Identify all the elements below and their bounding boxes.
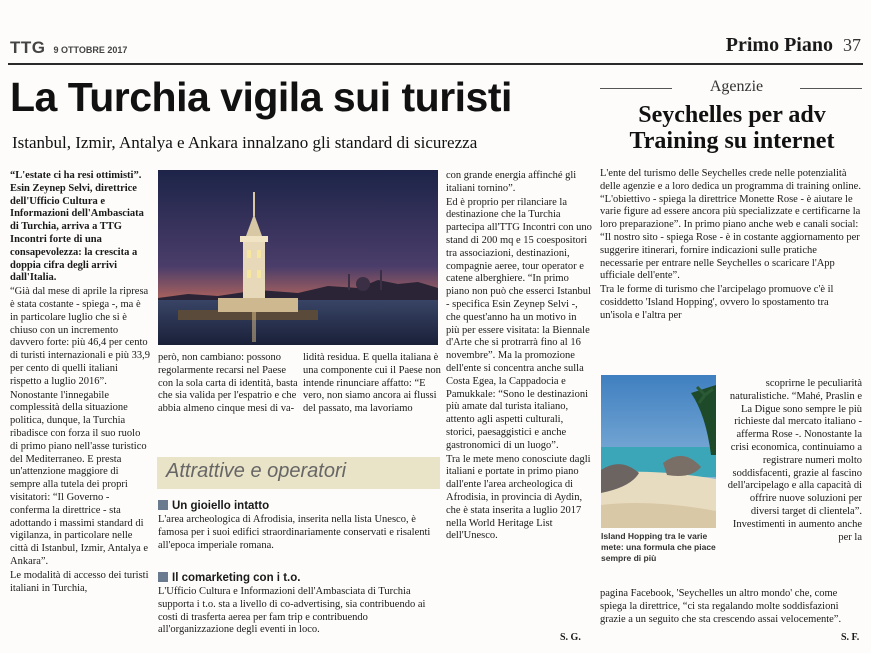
masthead bbox=[10, 38, 127, 58]
page-number: 37 bbox=[843, 35, 861, 55]
article-column-3 bbox=[303, 352, 441, 452]
col1-para: Le modalità di accesso dei turisti italiani in Turchia, bbox=[10, 569, 149, 594]
col2-para: però, non cambiano: possono regolarmente recarsi nel Paese con la sola carta di identità, basta che sia valida per l'espatrio e che abbia almeno cinque mesi di va- bbox=[158, 352, 298, 415]
brand-logo: TTG bbox=[10, 38, 46, 57]
bullet-square-icon bbox=[158, 572, 168, 582]
article-column-4 bbox=[446, 170, 592, 642]
box-item-text: L'Ufficio Cultura e Informazioni dell'Ambasciata di Turchia supporta i t.o. sta a livello di co-advertising, sia contribuendo ai costi di trasferta aerea per fam trip e contribuendo all'organizzazione degli eventi in loco. bbox=[158, 586, 426, 636]
box-item-text: L'area archeologica di Afrodisia, inserita nella lista Unesco, è famosa per i suoi edifici straordinariamente conservati e risalenti all'epoca imperiale romana. bbox=[158, 514, 431, 551]
article-column-2 bbox=[158, 352, 298, 452]
sidebar-signature: S. F. bbox=[841, 632, 860, 643]
col3-para: lidità residua. E quella italiana è una componente cui il Paese non intende rinunciare affatto: “E vero, non siamo ancora ai flussi del passato, ma lavoriamo bbox=[303, 352, 441, 415]
header-rule bbox=[8, 63, 863, 65]
bullet-square-icon bbox=[158, 500, 168, 510]
sidebar-headline bbox=[600, 102, 864, 154]
article-signature: S. G. bbox=[560, 632, 581, 643]
sidebar-para: Tra le forme di turismo che l'arcipelago promuove c'è il cosiddetto 'Island Hopping', ovvero lo spostamento tra un'isola e l'altra per bbox=[600, 284, 834, 321]
article-column-1 bbox=[10, 170, 150, 645]
section-title: Primo Piano bbox=[725, 34, 833, 56]
sidebar-body-top bbox=[600, 168, 862, 364]
box-item-2 bbox=[158, 572, 440, 637]
sidebar-para: scoprirne le peculiarità naturalistiche. “Mahé, Praslin e La Digue sono sempre le più richieste dal mercato italiano - afferma Rose -. Nonostante la crisi economica, continuiamo a registrare numeri molto soddisfacenti, grazie al fascino dell'arcipelago e alla capacità di offrire nuove soluzioni per diversi target di clientela”. Investimenti in aumento anche per la bbox=[727, 378, 862, 543]
sidebar-headline-line: Seychelles per adv bbox=[638, 102, 826, 128]
col4-para: Tra le mete meno conosciute dagli italiani e portate in primo piano dall'ente l'area archeologica di Afrodisia, in provincia di Aydin, che è stata inserita a luglio 2017 nella World Heritage List dell'Unesco. bbox=[446, 453, 591, 542]
article-headline: La Turchia vigila sui turisti bbox=[10, 74, 512, 120]
sidebar-body-bottom bbox=[600, 588, 862, 644]
col1-para: “Già dal mese di aprile la ripresa è stata costante - spiega -, ma è in particolare luglio che si è chiuso con un incremento davvero forte: più 46,4 per cento di turisti internazionali e più 33,9 per cento di quelli italiani rispetto a luglio 2016”. bbox=[10, 286, 150, 387]
photo-caption: Island Hopping tra le varie mete: una formula che piace sempre di più bbox=[601, 531, 716, 563]
col1-para: Nonostante l'innegabile complessità della situazione politica, dunque, la Turchia ribadisce con forza il suo ruolo di primo piano nell'asse turistico del Mediterraneo. E presta un'attenzione maggiore di sempre alla tutela dei propri visitatori: “Il Governo - conferma la direttrice - sta adottando i massimi standard di vigilanza, in particolare nelle città di Istanbul, Izmir, Antalya e Ankara”. bbox=[10, 389, 149, 567]
box-label: Attrattive e operatori bbox=[166, 460, 347, 482]
issue-date: 9 OTTOBRE 2017 bbox=[53, 45, 128, 55]
box-item-1 bbox=[158, 500, 440, 552]
sidebar-body-right bbox=[722, 378, 862, 586]
istanbul-tower-photo bbox=[158, 170, 438, 345]
col4-para: con grande energia affinché gli italiani tornino”. bbox=[446, 170, 577, 194]
seychelles-beach-photo bbox=[601, 375, 716, 528]
box-item-title: Un gioiello intatto bbox=[158, 500, 440, 512]
sidebar-para: pagina Facebook, 'Seychelles un altro mondo' che, come spiega la direttrice, “ci sta regalando molte soddisfazioni grazie a un seguito che sta crescendo assai velocemente”. bbox=[600, 588, 842, 625]
sidebar-section: Agenzie bbox=[709, 78, 764, 95]
sidebar-headline-line: Training su internet bbox=[629, 128, 835, 154]
box-item-title: Il comarketing con i t.o. bbox=[158, 572, 440, 584]
sidebar-para: L'ente del turismo delle Seychelles crede nelle potenzialità delle agenzie e a loro dedica un programma di training online. “L'obiettivo - spiega la direttrice Monette Rose - è aiutare le varie figure ad essere ancora più specializzate e certificarne la loro preparazione”. In primo piano anche web e canali social: “Il nostro sito - spiega Rose - è in costante aggiornamento per suggerire itinerari, fornire indicazioni sulle pratiche necessarie per entrare nelle Seychelles o scaricare l'App ufficiale dell'ente”. bbox=[600, 168, 861, 282]
article-subhead: Istanbul, Izmir, Antalya e Ankara innalzano gli standard di sicurezza bbox=[12, 133, 478, 152]
col1-para: “L'estate ci ha resi ottimisti”. Esin Zeynep Selvi, direttrice dell'Ufficio Cultura e Informazioni dell'Ambasciata di Turchia, arriva a TTG Incontri forte di una consapevolezza: la crescita a doppia cifra degli arrivi dall'Italia. bbox=[10, 170, 144, 284]
section-header bbox=[726, 34, 861, 57]
col4-para: Ed è proprio per rilanciare la destinazione che la Turchia partecipa all'TTG Incontri con uno stand di 200 mq e 15 coespositori tra associazioni, destinazioni, compagnie aeree, tour operator e catene alberghiere. “In primo piano non può che esserci Istanbul - specifica Esin Zeynep Selvi -, che quest'anno ha un motivo in più per essere visitata: la Biennale d'Arte che si protrarrà fino al 16 novembre”. Ma la promozione dell'ente si concentra anche sulla Costa Egea, la Cappadocia e Pamukkale: “Sono le destinazioni più amate dal turista italiano, attento agli aspetti culturali, storici, paesaggistici e anche gastronomici di un luogo”. bbox=[446, 196, 592, 451]
